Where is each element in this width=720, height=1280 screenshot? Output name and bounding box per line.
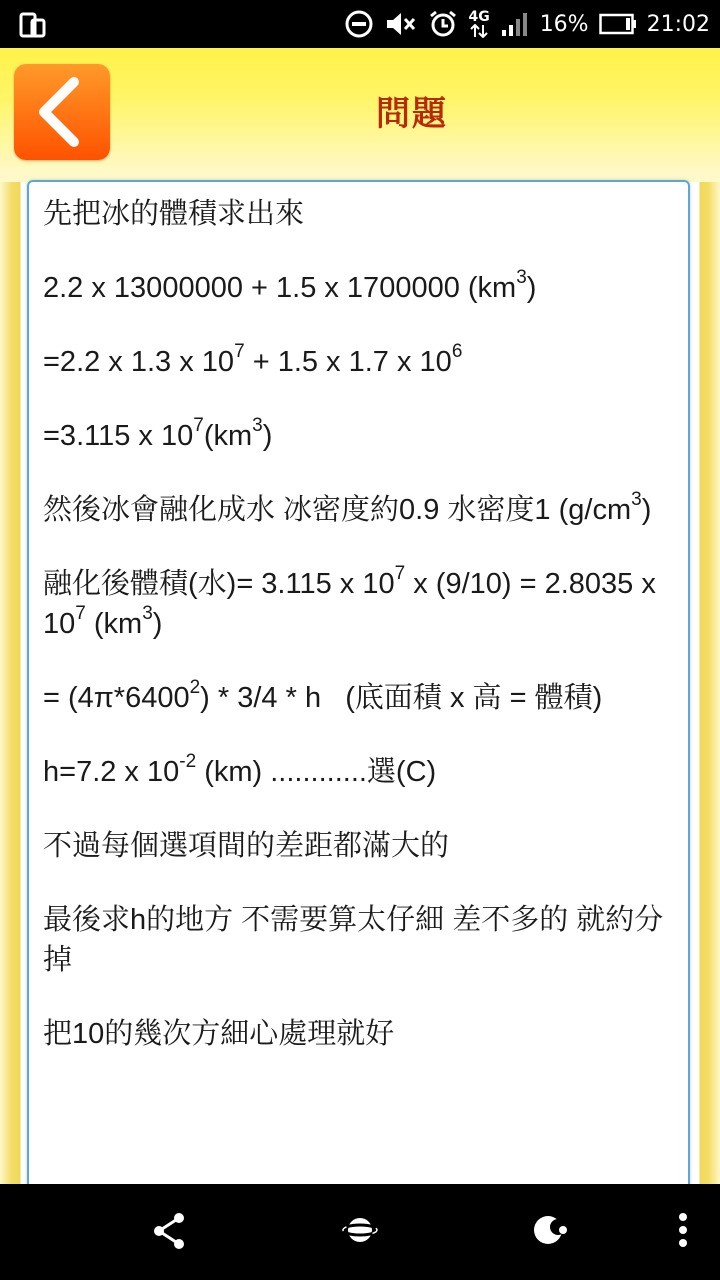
more-vert-icon[interactable] (676, 1212, 690, 1252)
clock-time: 21:02 (646, 11, 710, 37)
answer-line: 把10的幾次方細心處理就好 (43, 1018, 395, 1050)
answer-line: 融化後體積(水)= 3.115 x $10^7$ x (9/10) = 2.8035 x $10^7$ $(km^3)$ (43, 563, 656, 640)
status-bar (0, 0, 720, 48)
muted-volume-icon (384, 9, 418, 39)
answer-line: =3.115 x $10^7(km^3)$ (43, 415, 273, 452)
phone-rotate-icon (18, 10, 48, 44)
battery-icon (599, 13, 637, 35)
content-area (0, 174, 720, 1184)
header (0, 48, 720, 174)
do-not-disturb-icon (344, 9, 374, 39)
nav-bar (0, 1184, 720, 1280)
battery-percent: 16% (539, 11, 589, 37)
moon-icon[interactable] (532, 1212, 570, 1252)
answer-line: h=7.2 x $10^{-2}$ (km) ............選(C) (43, 751, 437, 788)
answer-line: =2.2 x 1.3 x $10^7 + 1.5$ x 1.7 x $10^6$ (43, 341, 463, 378)
answer-line: 最後求h的地方 不需要算太仔細 差不多的 就約分掉 (43, 904, 664, 976)
answer-line: 先把冰的體積求出來 (43, 198, 305, 230)
answer-line: 不過每個選項間的差距都滿大的 (43, 830, 450, 862)
share-icon[interactable] (152, 1212, 186, 1254)
answer-line: 然後冰會融化成水 冰密度約0.9 水密度1 $(g/cm^3)$ (43, 489, 652, 526)
alarm-icon (428, 9, 458, 39)
answer-line: = $(4\pi*6400^2) * 3/4$ * h (底面積 x 高 = 體積) (43, 677, 603, 714)
answer-text (29, 182, 688, 1054)
planet-icon[interactable] (342, 1212, 378, 1252)
network-type: 4G (468, 10, 489, 38)
page-title: 問題 (376, 94, 448, 134)
answer-line: 2.2 x 13000000 + 1.5 x 1700000 $(km^3)$ (43, 267, 537, 304)
signal-icon (500, 10, 530, 38)
answer-card (27, 180, 690, 1202)
